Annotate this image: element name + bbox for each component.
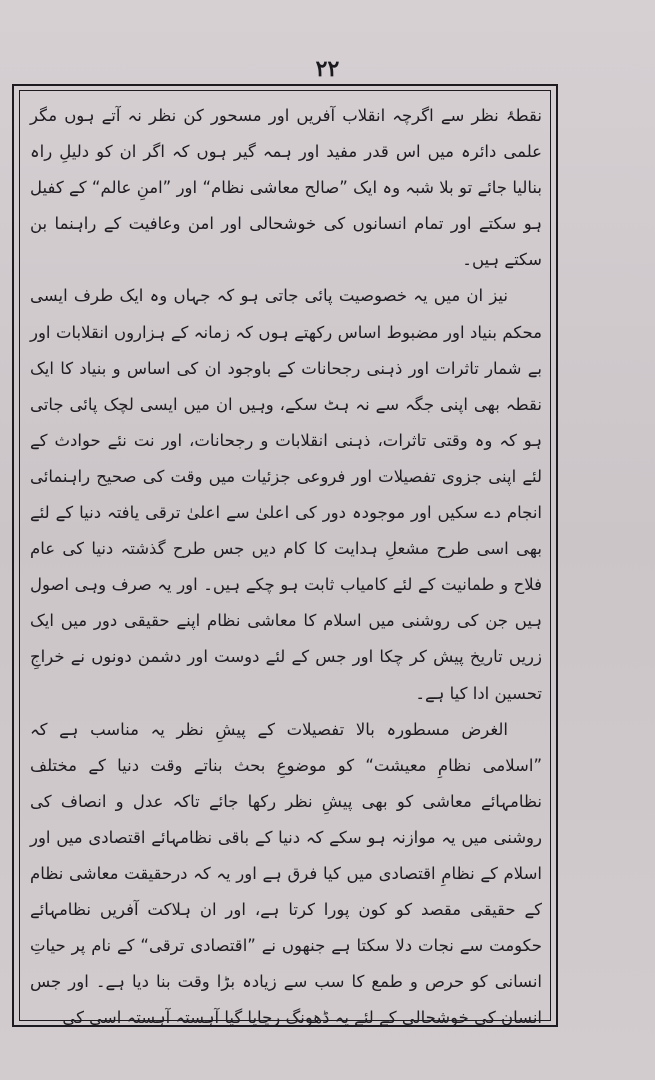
paragraph-2: نیز ان میں یہ خصوصیت پائی جاتی ہو کہ جہاں وہ ایک طرف ایسی محکم بنیاد اور مضبوط اساس رکھتے ہوں کہ زمانہ کے ہزاروں انقلابات اور بے شمار تاثرات اور ذہنی رجحانات کے باوجود ان کی اساس و بنیاد کا ایک نقطہ بھی اپنی جگہ سے نہ ہٹ سکے، وہیں ان میں ایسی لچک پائی جاتی ہو کہ وہ وقتی تاثرات، ذہنی انقلابات و رجحانات، اور نت نئے حوادث کے لئے اپنی جزوی تفصیلات اور فروعی جزئیات میں وقت کی صحیح راہنمائی انجام دے سکیں اور موجودہ دور کی اعلیٰ سے اعلیٰ ترقی یافتہ دنیا کے لئے بھی اسی طرح مشعلِ ہدایت کا کام دیں جس طرح گذشتہ دنیا کی عام فلاح و طمانیت کے لئے کامیاب ثابت ہو چکے ہیں۔ اور یہ صرف وہی اصول ہیں جن کی روشنی میں اسلام کا معاشی نظام اپنے حقیقی دور میں ایک زریں تاریخ پیش کر چکا اور جس کے لئے دوست اور دشمن دونوں نے خراجِ تحسین ادا کیا ہے۔: [30, 286, 542, 703]
paragraph-1: نقطۂ نظر سے اگرچہ انقلاب آفریں اور مسحور کن نظر نہ آتے ہوں مگر علمی دائرہ میں اس قدر مفید اور ہمہ گیر ہوں کہ اگر ان کو دلیلِ راہ بنالیا جائے تو بلا شبہ وہ ایک ”صالح معاشی نظام“ اور ”امنِ عالم“ کے کفیل ہو سکتے اور تمام انسانوں کی خوشحالی اور امن وعافیت کے راہنما بن سکتے ہیں۔: [30, 106, 542, 270]
paragraph-3: الغرض مسطورہ بالا تفصیلات کے پیشِ نظر یہ مناسب ہے کہ ”اسلامی نظامِ معیشت“ کو موضوعِ بحث بناتے وقت دنیا کے مختلف نظامہائے معاشی کو بھی پیشِ نظر رکھا جائے تاکہ عدل و انصاف کی روشنی میں یہ موازنہ ہو سکے کہ دنیا کے باقی نظامہائے اقتصادی میں اور اسلام کے نظامِ اقتصادی میں کیا فرق ہے اور یہ کہ درحقیقت معاشی نظام کے حقیقی مقصد کو کون پورا کرتا ہے، اور ان ہلاکت آفریں نظامہائے حکومت سے نجات دلا سکتا ہے جنھوں نے ”اقتصادی ترقی“ کے نام پر حیاتِ انسانی کو حرص و طمع کا سب سے زیادہ بڑا وقت بنا دیا ہے۔ اور جس انسان کی خوشحالی کے لئے یہ ڈھونگ رچایا گیا آہستہ آہستہ اسی کی: [30, 719, 542, 1028]
urdu-text-body: [30, 98, 542, 1028]
page-number: ۲۲: [315, 56, 340, 82]
